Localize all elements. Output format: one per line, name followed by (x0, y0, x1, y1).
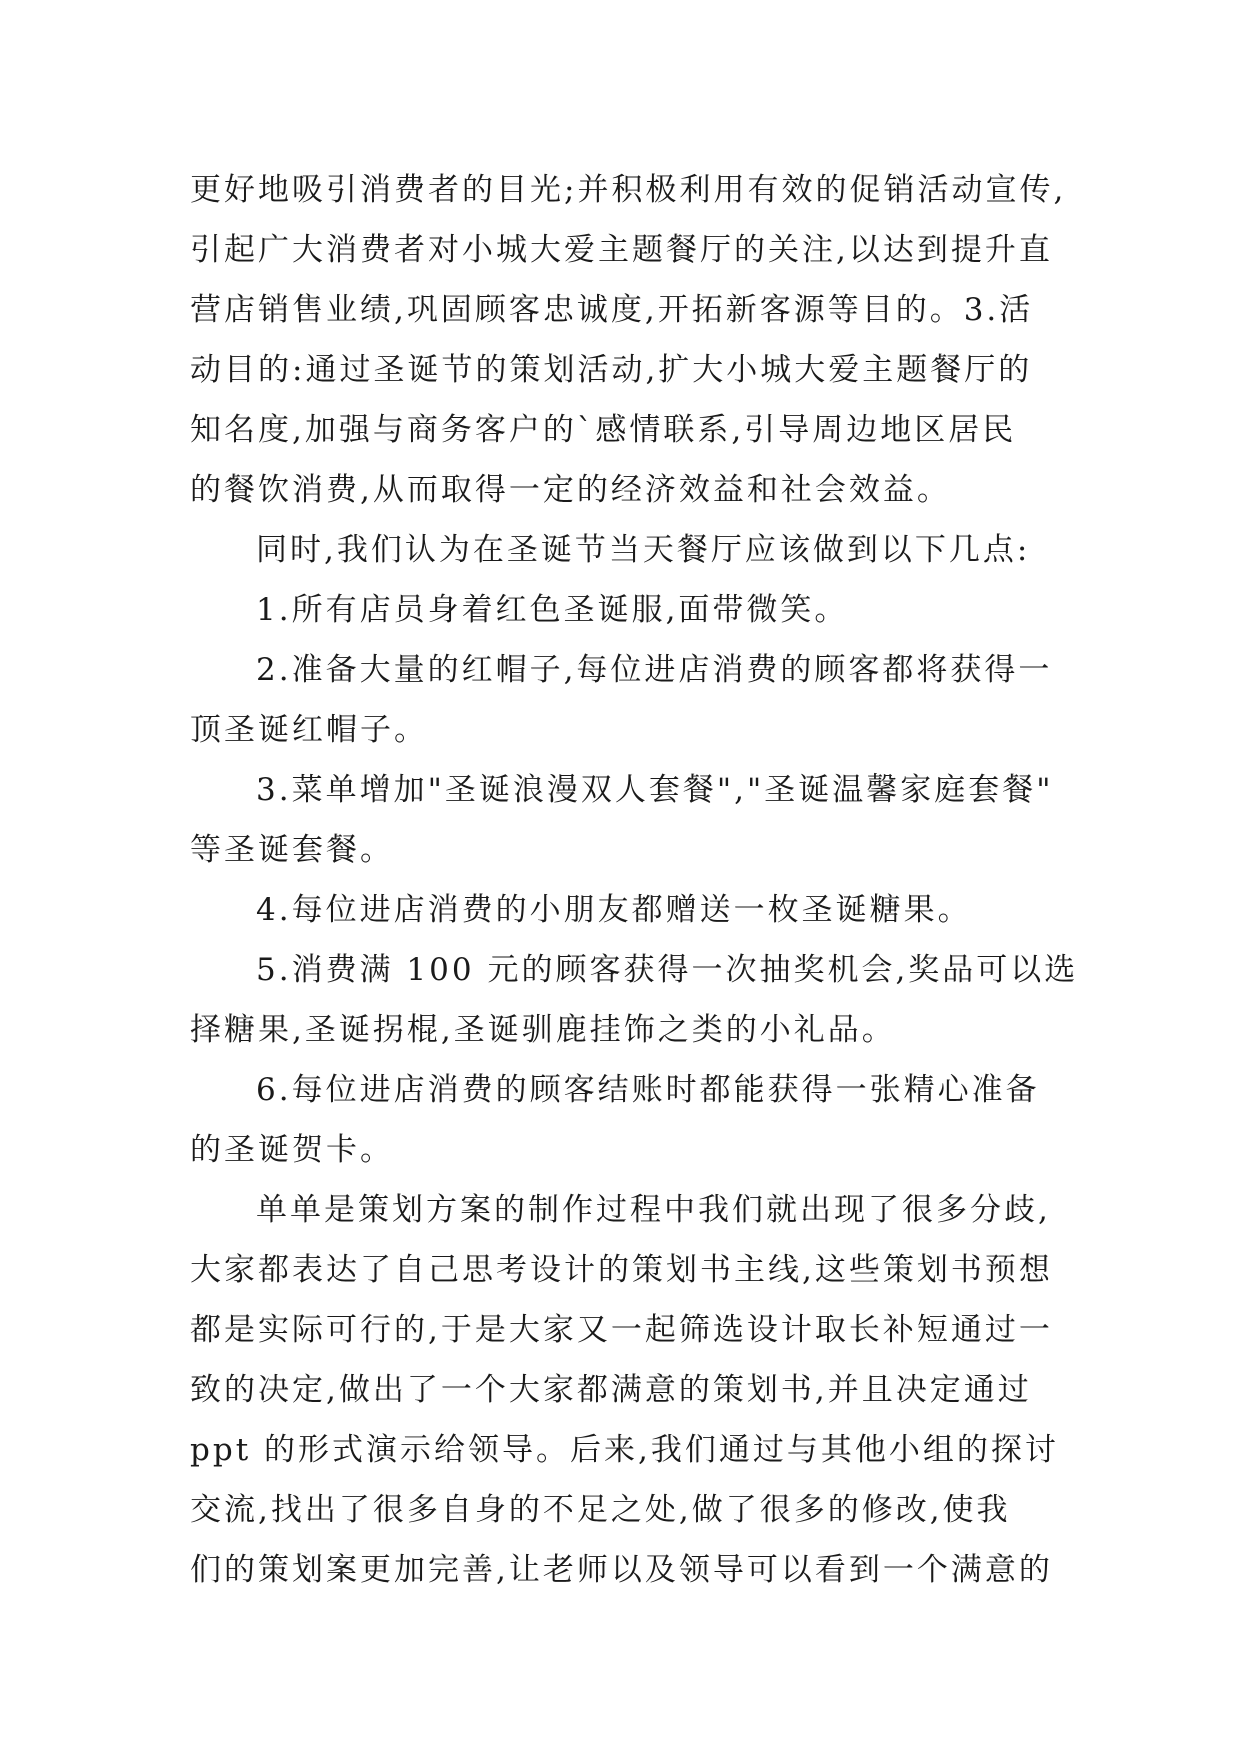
text-line: 单单是策划方案的制作过程中我们就出现了很多分歧, (256, 1192, 1051, 1228)
text-line: 等圣诞套餐。 (190, 832, 394, 868)
text-line: 6.每位进店消费的顾客结账时都能获得一张精心准备 (256, 1072, 1040, 1108)
text-line: 致的决定,做出了一个大家都满意的策划书,并且决定通过 (190, 1372, 1032, 1408)
text-line: 择糖果,圣诞拐棍,圣诞驯鹿挂饰之类的小礼品。 (190, 1012, 896, 1048)
text-line: 3.菜单增加"圣诞浪漫双人套餐","圣诞温馨家庭套餐" (256, 772, 1054, 808)
text-line: 知名度,加强与商务客户的`感情联系,引导周边地区居民 (190, 412, 1017, 448)
text-line: 们的策划案更加完善,让老师以及领导可以看到一个满意的 (190, 1552, 1053, 1588)
text-line: 同时,我们认为在圣诞节当天餐厅应该做到以下几点: (256, 532, 1031, 568)
text-line: 2.准备大量的红帽子,每位进店消费的顾客都将获得一 (256, 652, 1053, 688)
text-line: 5.消费满 100 元的顾客获得一次抽奖机会,奖品可以选 (256, 952, 1079, 988)
text-line: 4.每位进店消费的小朋友都赠送一枚圣诞糖果。 (256, 892, 972, 928)
text-line: 更好地吸引消费者的目光;并积极利用有效的促销活动宣传, (190, 172, 1067, 208)
text-line: 营店销售业绩,巩固顾客忠诚度,开拓新客源等目的。3.活 (190, 292, 1034, 328)
text-line: 1.所有店员身着红色圣诞服,面带微笑。 (256, 592, 849, 628)
text-line: 都是实际可行的,于是大家又一起筛选设计取长补短通过一 (190, 1312, 1053, 1348)
text-line: 的圣诞贺卡。 (190, 1132, 394, 1168)
text-line: 顶圣诞红帽子。 (190, 712, 428, 748)
text-line: 的餐饮消费,从而取得一定的经济效益和社会效益。 (190, 472, 951, 508)
text-line: 大家都表达了自己思考设计的策划书主线,这些策划书预想 (190, 1252, 1053, 1288)
text-line: ppt 的形式演示给领导。后来,我们通过与其他小组的探讨 (190, 1432, 1059, 1468)
document-body (190, 160, 1080, 1600)
text-line: 动目的:通过圣诞节的策划活动,扩大小城大爱主题餐厅的 (190, 352, 1033, 388)
text-line: 交流,找出了很多自身的不足之处,做了很多的修改,使我 (190, 1492, 1011, 1528)
text-line: 引起广大消费者对小城大爱主题餐厅的关注,以达到提升直 (190, 232, 1053, 268)
